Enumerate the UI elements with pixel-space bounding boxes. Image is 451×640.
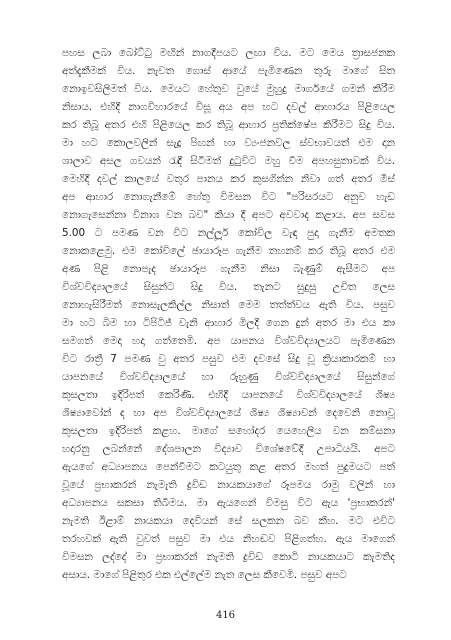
text-line: අත්දැකීමක් විය. නැවත ගොස් ආයේ පැමිණෙන තුරු මාගේ සිත [62, 65, 395, 77]
text-line: නැමති ඊළාම් නායකයා දෙවියන් සේ සලකන බව කීහ. මට එවිට [62, 515, 395, 527]
text-line: විශ්වවිද්‍යාලයේ සිසුන්ට සිදු විය. තැනට සුදුසු උචිත ලෙස [62, 281, 395, 293]
text-line: ශාලාව අසල ගවයන් රැඳී සිටීමත් දුටුවිට මහු වීම අපහසුතාවක් විය. [62, 155, 395, 167]
text-line: අසාය. මාගේ පිළිතුර එක එල්ලේම නැත ලෙස කීවෙමි. පසුව අපට [62, 569, 347, 581]
text-line: පහස ලබා බෝට්ටු මඟින් නාගදීපයට ලඟා විය. මට මෙය ත්‍රාසජනක [62, 47, 395, 59]
text-line: නොගැසෙන්නා විනාශ වන බව" කියා දී අපට අවවාද කළාය. අප සවස [62, 209, 395, 221]
text-line: කුසලතා ඉදිරිපත් කළහ. මාගේ සහෝදර යෙහෙලිය වන කම්සනා [62, 425, 395, 437]
text-line: මා හට කොලවලින් සැදූ පිඟන් හා ව්‍යංජනවල ස්වභාවයත් එම දාන [62, 137, 395, 149]
text-line: වූයේ ප්‍රභාකරන් නැමැති ද්‍රවිඩ නායකයාගේ රූපමය රාමු වලින් හා [62, 479, 395, 491]
text-line: විට රාත්‍රී 7 පමණ වු අතර පසුව එම දවසේ සිදු වූ ක්‍රියාකාරකම් හා [62, 353, 395, 365]
text-line: නිසාය. එහිදී නාගවිහාරයේ විසූ අය අප හට දවල් ආහාරය පිළියෙල [62, 101, 395, 113]
text-line: අණ පිළි නොපැද ඡායාරූප ගැනීම නිසා බැණුම් ඇසීමට අප [62, 263, 395, 275]
text-line: අප ආහාර නොගැනීමේ හේතු විමසන විට "පරිසරයට අනුව හැඩ [62, 191, 395, 203]
text-line: මෙහිදී දවල් කාලයේ වතුර පානය කර කුසගින්න නිවා ගත් අතර මීස් [62, 173, 395, 185]
text-line: කර තිබූ අතර එහි පිළියෙල කර තිබූ ආහාර ප්‍රතික්ෂේප කිරීමට සිදු විය. [62, 119, 395, 131]
text-line: නොකළෙමු. එම කෝවිලේ ඡායාරූප ගැනීම තහනම් කර තිබූ අතර එම [62, 245, 395, 257]
body-text [62, 44, 395, 584]
text-line: විමසන ලද්දේ මා ප්‍රභාකරන් නැමති ද්‍රවිඩ කොටි නායකයාට කැමතිද [62, 551, 395, 563]
text-line: මා හට බිම හා ටිපිටිජ් වැනි ආහාර මිලදී ගෙන දුන් අතර මා එය කා [62, 317, 395, 329]
text-line: 5.00 ට පමණ වන විට නල්ලූර් කෝවිල වැඳ පුදා ගැනීම අමතක [62, 227, 395, 239]
text-line: අධ්‍යාපනය සකසා තිබීමය. මා ඇයගෙන් විමසු විට ඇය 'ප්‍රභාකරන්' [62, 497, 395, 509]
text-line: යාපනයේ විශ්වවිද්‍යාලයේ හා රුහුණු විශ්වවිද්‍යාලයේ සිසුන්ගේ [62, 371, 395, 383]
text-line: තරහවක් ඇති වුවත් පසුව මා එය නිහඬව පිළිගත්හ. ඇය මාගෙන් [62, 533, 395, 545]
page-number: 416 [215, 610, 236, 621]
text-line: ඇයගේ අධ්‍යාපනය පෙන්වීමට කටයුතු කළ අතර මහත් පුදුමයට පත් [62, 461, 395, 473]
text-line: නොඉවසිලිමත් විය. මෙයට හේතුව වුයේ මුහුදු මාර්ගයේ ගමන් කිරීම [62, 83, 395, 95]
text-line: ශිෂ්‍යාවෝන් ද හා අප විශ්වවිද්‍යාලයේ ශිෂ්‍ය ශිෂ්‍යාවන් දෙවෙනි නොවූ [62, 407, 395, 419]
text-line: නොහැසිරීමත් නොසැලකිල්ල නිසාත් මෙම තත්ත්වය ඇති විය. පසුව [62, 299, 395, 311]
text-line: කුසලතා ඉදිරිපත් කෙරිණි. එහිදී යාපනයේ විශ්වවිද්‍යාලයේ ශිෂ්‍ය [62, 389, 395, 401]
text-line: සමගත් මෙදා හදා ගත්තෙමි. අප යාපනය විශ්වවිද්‍යාලයට පැමිණෙන [62, 335, 395, 347]
text-line: හදාරනු ලබන්නේ දේශපාලන විද්‍යාව විශේෂවේදී උපාධියයි. අපට [62, 443, 395, 455]
